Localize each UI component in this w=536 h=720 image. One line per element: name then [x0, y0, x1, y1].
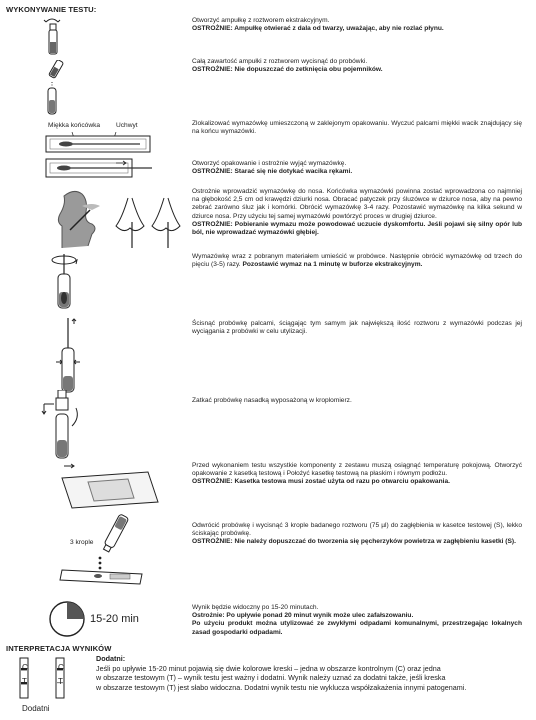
step-11-disposal: Po użyciu produkt można utylizować ze zwykłymi odpadami komunalnymi, przestrzegając lokalnych zasad gospodarki odpadami. — [192, 620, 522, 636]
step-3-text — [192, 120, 522, 136]
timer-label: 15-20 min — [90, 613, 139, 625]
step-6-text — [192, 253, 522, 269]
step-5-instruction: Ostrożnie wprowadzić wymazówkę do nosa. Końcówka wymazówki powinna zostać wprowadzona co najmniej na głębokość 2,5 cm od krawędzi dziurki nosa. Obracać patyczek przy śluzówce w dziurce nosa, aby na pewno zebrać zarówno śluz jak i komórki. Obrócić wymazówkę 3-4 razy. Pozostawić wymazówkę na kilka sekund w dziurce nosa. Przy użyciu tej samej wymazówki powtórzyć proces w drugiej dziurce. — [192, 188, 522, 220]
step-9-instruction: Przed wykonaniem testu wszystkie komponenty z zestawu muszą osiągnąć temperaturę pokojową. Otworzyć opakowanie z kasetką testową i Położyć kasetkę testową na płaskim i równym podłożu. — [192, 462, 522, 478]
step-8-instruction: Zatkać probówkę nasadką wyposażoną w kroplomierz. — [192, 397, 352, 404]
step-7-text — [192, 320, 522, 336]
step-2-text — [192, 58, 522, 74]
squeeze-ampoule-illustration — [38, 60, 74, 116]
step-1-instruction: Otworzyć ampułkę z roztworem ekstrakcyjnym. — [192, 17, 330, 24]
step-2-instruction: Całą zawartość ampułki z roztworem wycisnąć do probówki. — [192, 58, 368, 65]
positive-line-2: w obszarze testowym (T) – wynik testu jest ważny i dodatni. Wynik należy uznać za dodatni także, jeśli kreska — [96, 673, 446, 683]
step-1-text — [192, 17, 522, 33]
step-10-text — [192, 522, 522, 547]
handle-label: Uchwyt — [116, 122, 138, 129]
test-letter-2: T — [58, 677, 63, 686]
step-11-warning: Ostrożnie: Po upływie ponad 20 minut wynik może ulec zafałszowaniu. — [192, 612, 414, 620]
step-1-warning: OSTROŻNIE: Ampułkę otwierać z dala od twarzy, uważając, aby nie rozlać płynu. — [192, 25, 444, 33]
squeeze-tube-illustration — [48, 318, 88, 396]
swab-package-illustration — [44, 132, 154, 154]
positive-line-1: Jeśli po upływie 15-20 minut pojawią się dwie kolorowe kreski – jedna w obszarze kontrolnym (C) oraz jedna — [96, 663, 441, 673]
step-4-warning: OSTROŻNIE: Starać się nie dotykać wacika rękami. — [192, 168, 353, 176]
section-heading-test: WYKONYWANIE TESTU: — [6, 5, 97, 14]
dropper-cap-illustration — [36, 390, 88, 460]
step-11-text — [192, 604, 522, 637]
step-5-warning: OSTROŻNIE: Pobieranie wymazu może powodować uczucie dyskomfortu. Jeśli pojawi się silny opór lub ból, nie wprowadzać wymazówki głębiej. — [192, 220, 522, 237]
ampoule-illustration — [40, 14, 70, 58]
step-4-text — [192, 160, 522, 176]
test-letter-1: T — [22, 677, 27, 686]
positive-line-3: w obszarze testowym (T) jest słabo widoczna. Dodatni wynik testu nie wyklucza współzakażenia innymi patogenami. — [96, 682, 467, 692]
step-4-instruction: Otworzyć opakowanie i ostrożnie wyjąć wymazówkę. — [192, 160, 347, 167]
step-9-warning: OSTROŻNIE: Kasetka testowa musi zostać użyta od razu po otwarciu opakowania. — [192, 478, 450, 486]
step-10-instruction: Odwrócić probówkę i wycisnąć 3 krople badanego roztworu (75 µl) do zagłębienia w kasetce testowej (S), lekko ściskając probówkę. — [192, 522, 522, 538]
step-10-warning: OSTROŻNIE: Nie należy dopuszczać do tworzenia się pęcherzyków powietrza w zagłębieniu kasetki (S). — [192, 538, 516, 546]
positive-result-text — [96, 654, 516, 692]
positive-result-cassettes — [10, 656, 76, 700]
step-7-instruction: Ścisnąć probówkę palcami, ściągając tym samym jak największą ilość roztworu z wymazówki podczas jej wyciągania z probówki w celu utylizacji. — [192, 320, 522, 336]
open-package-illustration — [44, 157, 156, 181]
control-letter-1: C — [22, 663, 28, 672]
step-6-emphasis: Pozostawić wymaz na 1 minutę w buforze ekstrakcyjnym. — [242, 261, 423, 269]
section-heading-results: INTERPRETACJA WYNIKÓW — [6, 644, 112, 653]
nasal-swab-illustration — [40, 186, 190, 250]
positive-caption: Dodatni — [22, 704, 50, 713]
step-5-text — [192, 188, 522, 237]
test-cassette-package-illustration — [58, 462, 162, 514]
step-2-warning: OSTROŻNIE: Nie dopuszczać do zetknięcia obu pojemników. — [192, 66, 383, 74]
apply-drops-illustration — [56, 512, 148, 588]
swab-in-tube-illustration — [44, 252, 84, 312]
step-9-text — [192, 462, 522, 487]
step-11-instruction: Wynik będzie widoczny po 15-20 minutach. — [192, 604, 319, 611]
step-8-text — [192, 397, 522, 405]
step-6-instruction: Wymazówkę wraz z pobranym materiałem umieścić w probówce. Następnie obrócić wymazówkę od trzech do pięciu (3-5) razy. — [192, 253, 522, 269]
positive-title: Dodatni: — [96, 654, 126, 663]
control-letter-2: C — [58, 663, 64, 672]
step-3-instruction: Zlokalizować wymazówkę umieszczoną w zaklejonym opakowaniu. Wyczuć palcami miękki wacik znajdujący się na końcu wymazówki. — [192, 120, 522, 136]
timer-icon — [48, 600, 86, 638]
soft-tip-label: Miękka końcówka — [48, 122, 101, 129]
drops-label: 3 krople — [70, 539, 94, 546]
